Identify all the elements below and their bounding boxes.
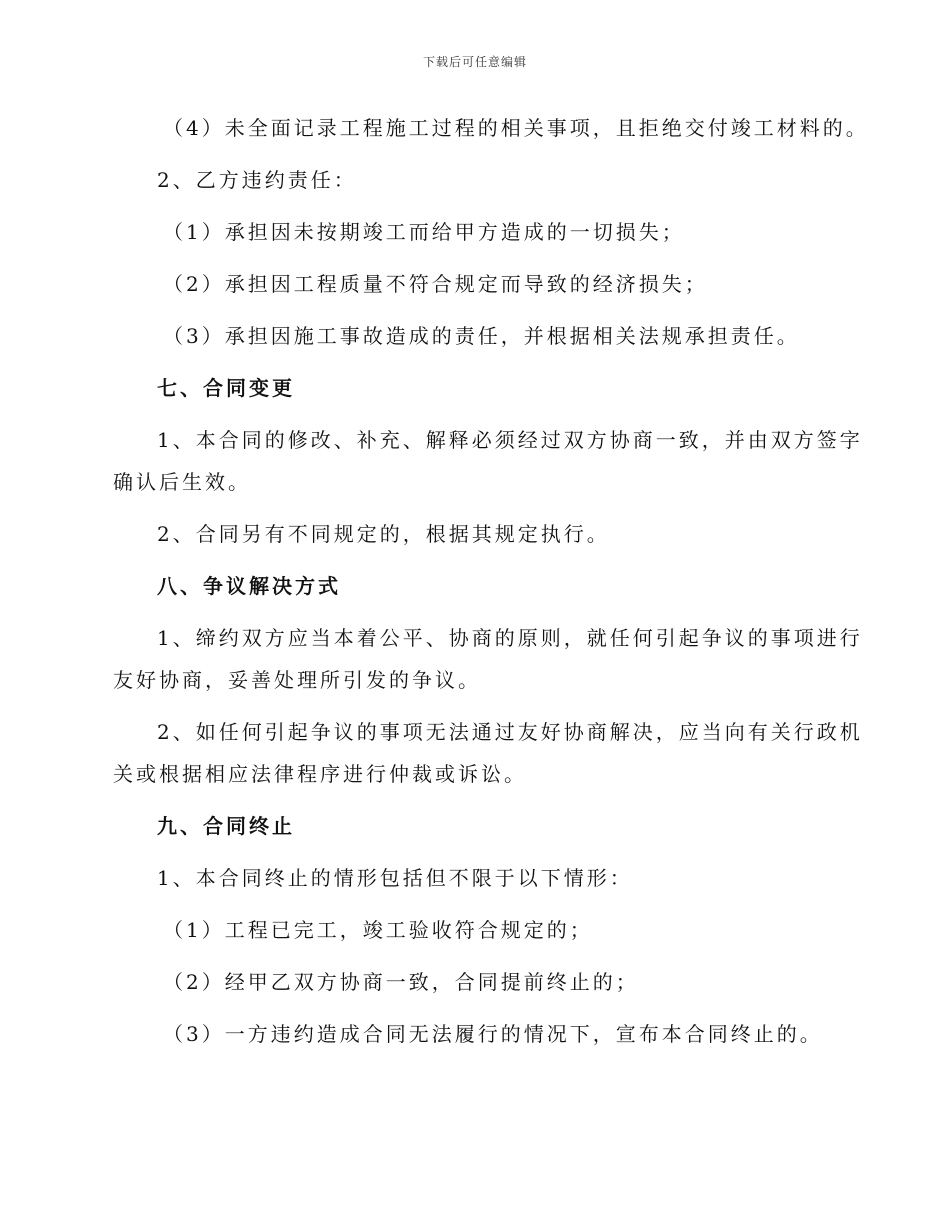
page-header: 下载后可任意编辑 (422, 55, 527, 69)
list-item: （2）承担因工程质量不符合规定而导致的经济损失； (163, 272, 708, 296)
paragraph: 1、缔约双方应当本着公平、协商的原则，就任何引起争议的事项进行 (157, 626, 863, 650)
paragraph: 2、乙方违约责任： (157, 168, 357, 192)
list-item: （3）一方违约造成合同无法履行的情况下，宣布本合同终止的。 (163, 1022, 823, 1046)
list-item: （2）经甲乙双方协商一致，合同提前终止的； (163, 970, 639, 994)
paragraph-continuation: 确认后生效。 (113, 470, 251, 494)
section-heading: 九、合同终止 (157, 814, 295, 838)
paragraph-continuation: 友好协商，妥善处理所引发的争议。 (113, 668, 481, 692)
section-heading: 八、争议解决方式 (157, 574, 341, 598)
paragraph: 1、本合同的修改、补充、解释必须经过双方协商一致，并由双方签字 (157, 428, 863, 452)
paragraph: 2、合同另有不同规定的，根据其规定执行。 (157, 522, 610, 546)
list-item: （1）承担因未按期竣工而给甲方造成的一切损失； (163, 220, 685, 244)
paragraph: 2、如任何引起争议的事项无法通过友好协商解决，应当向有关行政机 (157, 720, 863, 744)
section-heading: 七、合同变更 (157, 376, 295, 400)
paragraph-continuation: 关或根据相应法律程序进行仲裁或诉讼。 (113, 762, 527, 786)
list-item: （3）承担因施工事故造成的责任，并根据相关法规承担责任。 (163, 324, 800, 348)
list-item: （4）未全面记录工程施工过程的相关事项，且拒绝交付竣工材料的。 (163, 116, 869, 140)
paragraph: 1、本合同终止的情形包括但不限于以下情形： (157, 866, 633, 890)
list-item: （1）工程已完工，竣工验收符合规定的； (163, 918, 593, 942)
